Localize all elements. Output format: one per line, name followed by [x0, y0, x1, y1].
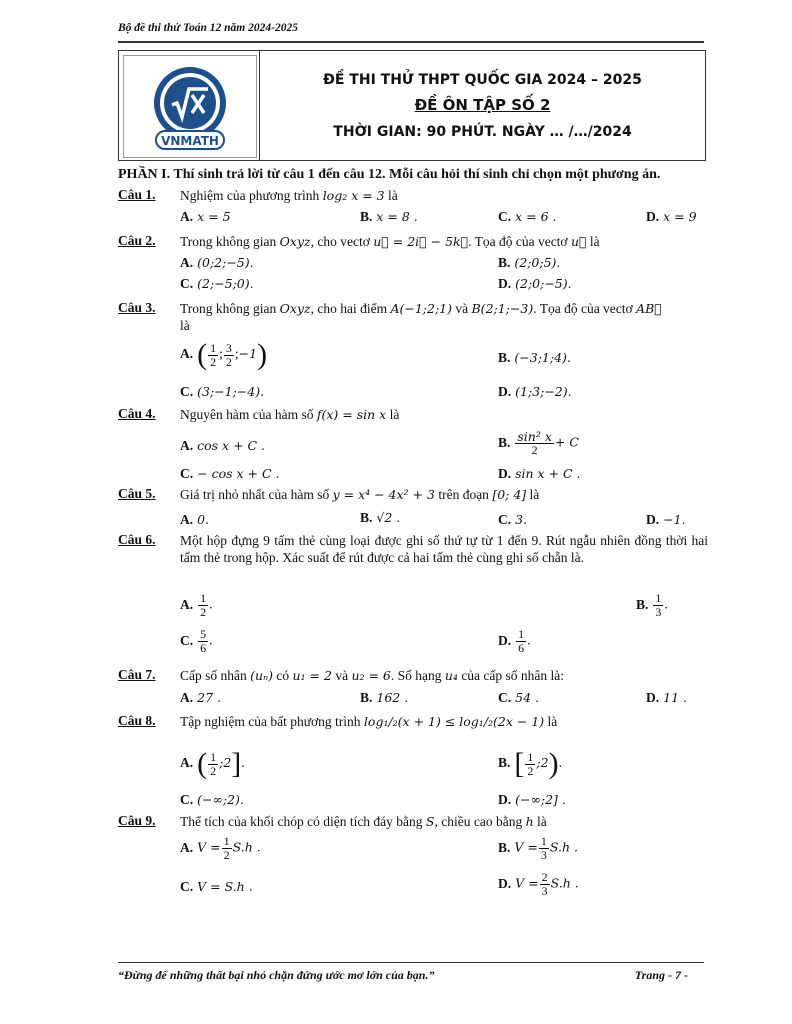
question-label: Câu 9.	[118, 813, 156, 828]
question-text: Nghiệm của phương trình log₂ x = 3 là	[180, 188, 398, 203]
question-text: Nguyên hàm của hàm số f(x) = sin x là	[180, 407, 400, 422]
option-c[interactable]: C. − cos x + C .	[180, 466, 280, 481]
exam-time: THỜI GIAN: 90 PHÚT. NGÀY … /…/2024	[333, 123, 632, 140]
option-a[interactable]: A. x = 5	[180, 209, 231, 224]
top-rule	[118, 41, 704, 43]
option-a[interactable]: A. $\frac{1}{2}$ .	[180, 591, 213, 619]
question-text: Giá trị nhỏ nhất của hàm số y = x⁴ − 4x² + 3 trên đoạn [0; 4] là	[180, 487, 540, 502]
question-label: Câu 2.	[118, 233, 156, 248]
option-d[interactable]: D. (−∞;2] .	[498, 792, 566, 807]
option-b[interactable]: B. [ $\frac{1}{2}$ ;2).	[498, 747, 562, 780]
option-d[interactable]: D. (2;0;−5).	[498, 276, 572, 291]
question-text: Một hộp đựng 9 tấm thẻ cùng loại được ghi số thứ tự từ 1 đến 9. Rút ngẫu nhiên đồng thời hai tấm thẻ trong hộp. Xác suất để rút được cả hai tấm thẻ cùng ghi số chẵn là.	[180, 533, 708, 565]
footer-quote: “Đừng để những thất bại nhỏ chặn đứng ước mơ lớn của bạn.”	[118, 968, 435, 982]
question-label: Câu 8.	[118, 713, 156, 728]
question-text: Cấp số nhân (uₙ) có u₁ = 2 và u₂ = 6. Số hạng u₄ của cấp số nhân là:	[180, 668, 565, 683]
page-number: Trang - 7 -	[634, 968, 688, 982]
option-c[interactable]: C. (2;−5;0).	[180, 276, 254, 291]
option-d[interactable]: D. x = 9	[646, 209, 697, 224]
option-a[interactable]: A. ( $\frac{1}{2}$ ;2].	[180, 747, 245, 780]
question-text: Tập nghiệm của bất phương trình log₁/₂(x + 1) ≤ log₁/₂(2x − 1) là	[180, 714, 558, 729]
vnmath-logo	[123, 55, 257, 158]
running-head: Bộ đề thi thử Toán 12 năm 2024-2025	[118, 22, 298, 34]
part-1-instruction: PHẦN I. Thí sinh trả lời từ câu 1 đến câu 12. Mỗi câu hỏi thí sinh chỉ chọn một phương án.	[118, 167, 661, 182]
question-text: Trong không gian Oxyz, cho vectơ u⃗ = 2i⃗ − 5k⃗. Tọa độ của vectơ u⃗ là	[180, 234, 600, 249]
option-a[interactable]: A. 0.	[180, 512, 210, 527]
option-b[interactable]: B. (2;0;5).	[498, 255, 561, 270]
question-label: Câu 6.	[118, 532, 156, 547]
option-b[interactable]: B. 162 .	[360, 690, 409, 705]
option-c[interactable]: C. 3.	[498, 512, 528, 527]
option-c[interactable]: C. $\frac{5}{6}$ .	[180, 627, 213, 655]
question-label: Câu 4.	[118, 406, 156, 421]
option-a[interactable]: A. ( $\frac{1}{2}$ ; $\frac{3}{2}$ ;−1)	[180, 338, 268, 371]
option-d[interactable]: D. V = $\frac{2}{3}$ S.h .	[498, 870, 579, 898]
option-a[interactable]: A. (0;2;−5).	[180, 255, 254, 270]
exam-subtitle: ĐỀ ÔN TẬP SỐ 2	[414, 95, 551, 114]
question-label: Câu 5.	[118, 486, 156, 501]
option-a[interactable]: A. V = $\frac{1}{2}$ S.h .	[180, 834, 261, 862]
option-b[interactable]: B. √2 .	[360, 510, 401, 525]
option-d[interactable]: D. $\frac{1}{6}$ .	[498, 627, 531, 655]
question-text: Thể tích của khối chóp có diện tích đáy bằng S, chiều cao bằng h là	[180, 814, 547, 829]
option-c[interactable]: C. (3;−1;−4).	[180, 384, 265, 399]
option-d[interactable]: D. 11 .	[646, 690, 687, 705]
question-label: Câu 7.	[118, 667, 156, 682]
question-label: Câu 3.	[118, 300, 156, 315]
option-b[interactable]: B. V = $\frac{1}{3}$ S.h .	[498, 834, 578, 862]
footer-rule	[118, 962, 704, 963]
option-b[interactable]: B. x = 8 .	[360, 209, 418, 224]
vnmath-logo-icon	[142, 59, 238, 155]
option-c[interactable]: C. V = S.h .	[180, 879, 253, 894]
option-a[interactable]: A. 27 .	[180, 690, 221, 705]
exam-header	[118, 50, 706, 161]
option-c[interactable]: C. x = 6 .	[498, 209, 557, 224]
option-c[interactable]: C. (−∞;2).	[180, 792, 244, 807]
option-b[interactable]: B. $\frac{\text{sin² x}}{2}$ + C	[498, 429, 579, 457]
exam-title: ĐỀ THI THỬ THPT QUỐC GIA 2024 – 2025	[323, 71, 642, 88]
question-text: Trong không gian Oxyz, cho hai điểm A(−1;2;1) và B(2;1;−3). Tọa độ của vectơ AB⃗ là	[180, 301, 662, 333]
option-b[interactable]: B. (−3;1;4).	[498, 350, 571, 365]
option-d[interactable]: D. −1.	[646, 512, 686, 527]
option-b[interactable]: B. $\frac{1}{3}$ .	[636, 591, 668, 619]
option-d[interactable]: D. sin x + C .	[498, 466, 581, 481]
title-cell	[260, 51, 705, 160]
question-label: Câu 1.	[118, 187, 156, 202]
logo-cell	[119, 51, 260, 160]
svg-text:VNMATH: VNMATH	[161, 133, 219, 148]
option-c[interactable]: C. 54 .	[498, 690, 539, 705]
option-a[interactable]: A. cos x + C .	[180, 438, 266, 453]
option-d[interactable]: D. (1;3;−2).	[498, 384, 572, 399]
